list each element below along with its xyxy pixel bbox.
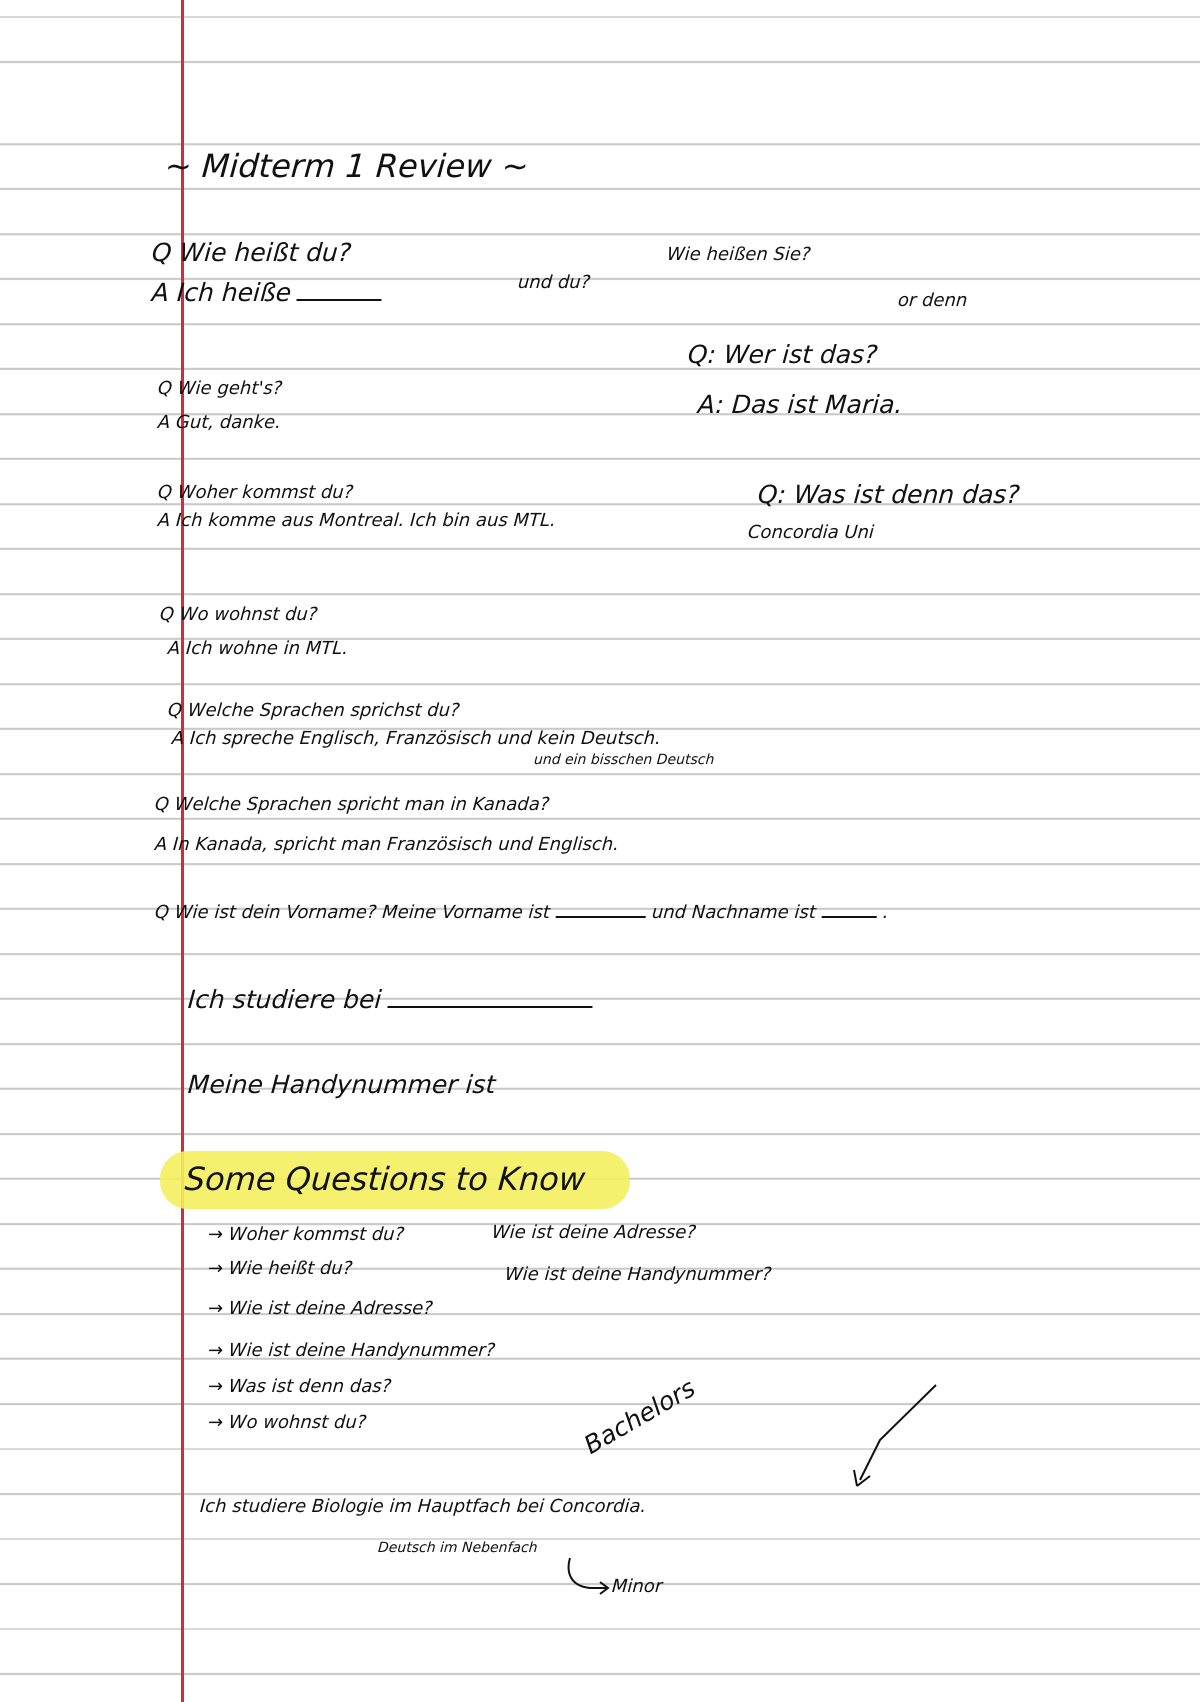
what-question: Q: Was ist denn das? — [756, 480, 1021, 509]
from-answer: A Ich komme aus Montreal. Ich bin aus MTL. — [157, 510, 557, 531]
canada-question: Q Welche Sprachen spricht man in Kanada? — [154, 794, 551, 815]
language-answer: A Ich spreche Englisch, Französisch und kein Deutsch. — [171, 728, 662, 749]
question-item: → Wie ist deine Adresse? — [207, 1298, 434, 1319]
study-line: Ich studiere bei — [187, 985, 600, 1014]
who-question: Q: Wer ist das? — [686, 340, 879, 369]
major-line: Ich studiere Biologie im Hauptfach bei Concordia. — [199, 1496, 648, 1517]
question-item: → Wo wohnst du? — [207, 1412, 368, 1433]
how-answer: A Gut, danke. — [157, 412, 282, 433]
minor-line: Deutsch im Nebenfach — [377, 1540, 539, 1556]
language-answer-note: und ein bisschen Deutsch — [533, 752, 715, 768]
live-answer: A Ich wohne in MTL. — [167, 638, 349, 659]
what-note: Concordia Uni — [747, 522, 875, 543]
how-question: Q Wie geht's? — [157, 378, 284, 399]
name-answer: A Ich heiße — [151, 278, 389, 307]
language-question: Q Welche Sprachen sprichst du? — [167, 700, 461, 721]
name-answer-tail: und du? — [517, 272, 592, 293]
question-item: → Wie ist deine Handynummer? — [207, 1340, 496, 1361]
question-item: → Wie heißt du? — [207, 1258, 354, 1279]
page-title: ~ Midterm 1 Review ~ — [163, 147, 530, 185]
handy-line: Meine Handynummer ist — [186, 1070, 497, 1099]
canada-answer: A In Kanada, spricht man Französisch und Englisch. — [154, 834, 620, 855]
name-question: Q Wie heißt du? — [150, 238, 353, 267]
who-note: or denn — [897, 290, 969, 311]
who-answer: A: Das ist Maria. — [696, 390, 904, 419]
section-heading: Some Questions to Know — [183, 1160, 587, 1198]
question-item: → Was ist denn das? — [207, 1376, 393, 1397]
bachelors-note: Bachelors — [578, 1373, 701, 1460]
name-formal: Wie heißen Sie? — [666, 244, 812, 265]
from-question: Q Woher kommst du? — [157, 482, 355, 503]
question-item-right: Wie ist deine Handynummer? — [504, 1264, 773, 1285]
question-item-right: Wie ist deine Adresse? — [491, 1222, 697, 1243]
minor-label: Minor — [611, 1576, 664, 1597]
live-question: Q Wo wohnst du? — [159, 604, 319, 625]
vorname-line: Q Wie ist dein Vorname? Meine Vorname ist und Nachname ist . — [154, 902, 890, 923]
question-item: → Woher kommst du? — [207, 1224, 406, 1245]
